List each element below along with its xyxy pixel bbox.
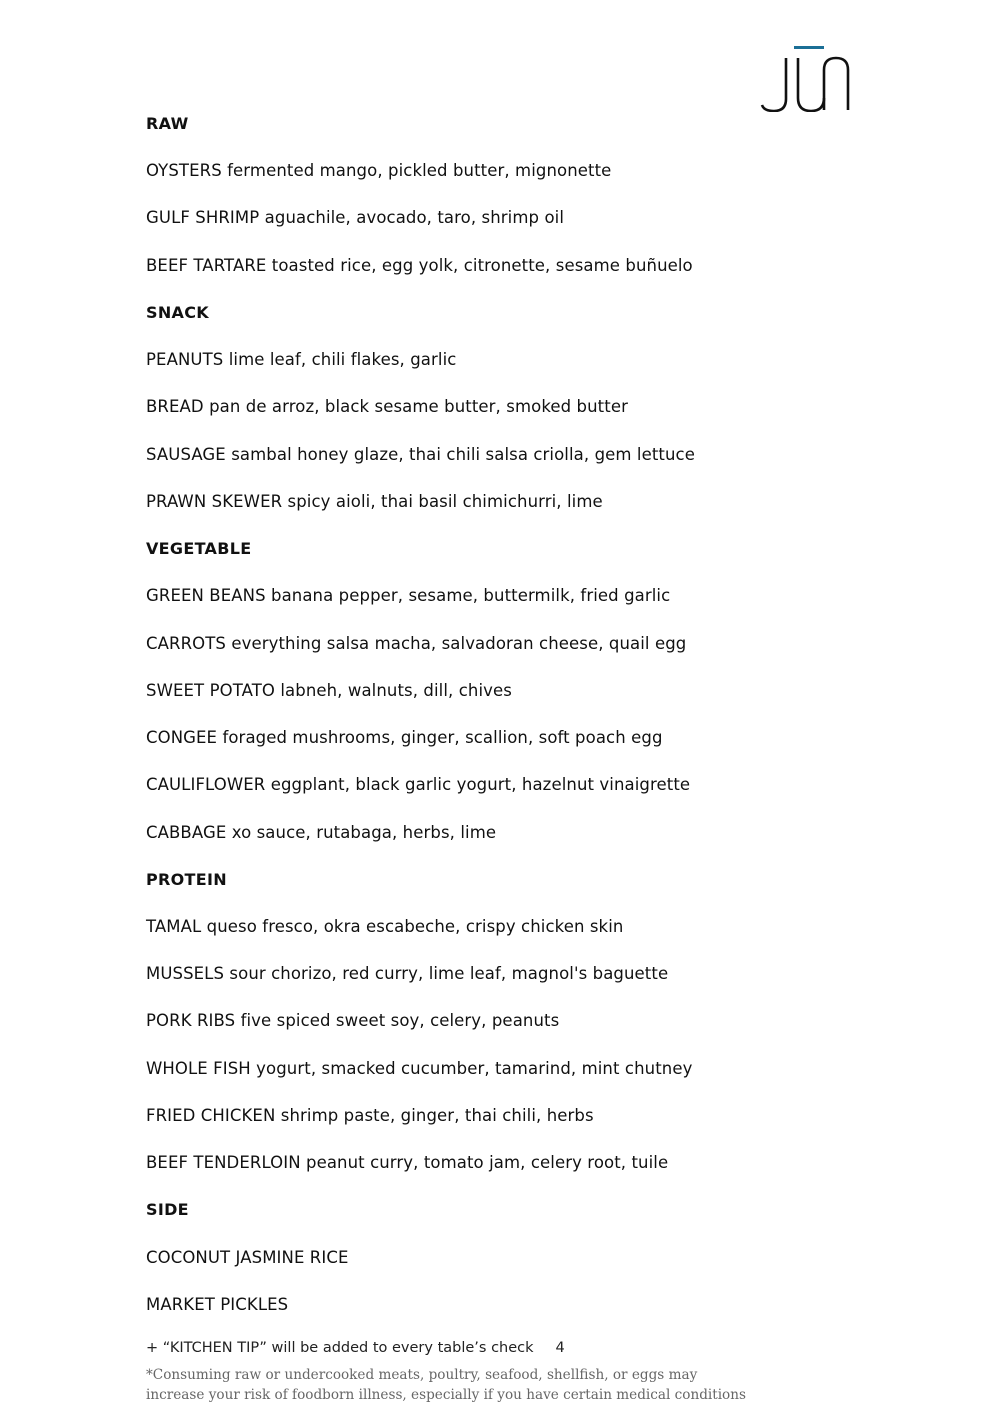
menu-item — [146, 194, 906, 241]
menu-item-description: eggplant, black garlic yogurt, hazelnut vinaigrette — [270, 775, 691, 795]
menu-item-name: WHOLE FISH — [146, 1058, 251, 1078]
menu-item-name: GULF SHRIMP — [146, 208, 260, 228]
section-heading-protein: PROTEIN — [146, 869, 227, 889]
food-safety-disclaimer — [146, 1366, 746, 1405]
section-heading-snack: SNACK — [146, 302, 209, 322]
menu-item — [146, 242, 906, 289]
menu-item-name: CAULIFLOWER — [146, 775, 266, 795]
menu-item — [146, 1045, 906, 1092]
menu-item-description: yogurt, smacked cucumber, tamarind, mint chutney — [256, 1058, 693, 1078]
menu-item-description: aguachile, avocado, taro, shrimp oil — [264, 208, 565, 228]
menu-item-description: xo sauce, rutabaga, herbs, lime — [231, 822, 497, 842]
menu-item-description: labneh, walnuts, dill, chives — [280, 680, 512, 700]
menu-item-description: peanut curry, tomato jam, celery root, tuile — [306, 1153, 669, 1173]
menu-item-name: CARROTS — [146, 633, 226, 653]
menu-item-description: pan de arroz, black sesame butter, smoked butter — [209, 397, 628, 417]
menu-item — [146, 478, 906, 525]
menu-item-description: sambal honey glaze, thai chili salsa criolla, gem lettuce — [231, 444, 695, 464]
menu-item-description: lime leaf, chili flakes, garlic — [228, 350, 457, 370]
menu-item-name: COCONUT JASMINE RICE — [146, 1247, 349, 1267]
menu-item — [146, 431, 906, 478]
section-heading-raw: RAW — [146, 114, 189, 133]
menu-item-description: spicy aioli, thai basil chimichurri, lime — [287, 491, 603, 511]
menu-item-name: CONGEE — [146, 728, 218, 748]
menu-item — [146, 572, 906, 619]
menu-item — [146, 997, 906, 1044]
menu-item — [146, 147, 906, 194]
kitchen-tip-text: + “KITCHEN TIP” will be added to every table’s check — [146, 1340, 534, 1356]
menu-item — [146, 1092, 906, 1139]
menu-item-name: BEEF TARTARE — [146, 255, 267, 275]
page-number: 4 — [555, 1340, 565, 1356]
disclaimer-line-2: increase your risk of foodborn illness, especially if you have certain medical conditions — [146, 1386, 746, 1403]
menu-item-name: SWEET POTATO — [146, 680, 275, 700]
menu-list — [146, 100, 906, 1328]
menu-item-name: PRAWN SKEWER — [146, 491, 283, 511]
menu-item-name: PORK RIBS — [146, 1011, 236, 1031]
menu-item-description: toasted rice, egg yolk, citronette, sesame buñuelo — [271, 255, 693, 275]
menu-item-name: CABBAGE — [146, 822, 227, 842]
menu-item-name: FRIED CHICKEN — [146, 1105, 276, 1125]
kitchen-tip-note — [146, 1340, 565, 1356]
section-heading-vegetable: VEGETABLE — [146, 539, 252, 559]
menu-item — [146, 1139, 906, 1186]
menu-item-description: banana pepper, sesame, buttermilk, fried garlic — [271, 586, 671, 606]
menu-item — [146, 761, 906, 808]
menu-item-description: fermented mango, pickled butter, mignonette — [227, 161, 612, 181]
menu-item — [146, 1234, 906, 1281]
menu-item-name: BREAD — [146, 397, 204, 417]
menu-item-name: MUSSELS — [146, 964, 225, 984]
menu-item — [146, 809, 906, 856]
menu-item-description: shrimp paste, ginger, thai chili, herbs — [280, 1105, 594, 1125]
menu-item-description: five spiced sweet soy, celery, peanuts — [240, 1011, 560, 1031]
menu-item-name: SAUSAGE — [146, 444, 226, 464]
menu-item-description: foraged mushrooms, ginger, scallion, soft poach egg — [222, 728, 663, 748]
menu-item — [146, 714, 906, 761]
menu-item-name: MARKET PICKLES — [146, 1294, 289, 1314]
section-heading-side: SIDE — [146, 1200, 189, 1220]
menu-item — [146, 1281, 906, 1328]
menu-item — [146, 950, 906, 997]
menu-item-name: BEEF TENDERLOIN — [146, 1153, 301, 1173]
menu-item-description: everything salsa macha, salvadoran cheese, quail egg — [231, 633, 687, 653]
menu-item — [146, 667, 906, 714]
menu-item-description: queso fresco, okra escabeche, crispy chicken skin — [206, 916, 624, 936]
disclaimer-line-1: *Consuming raw or undercooked meats, poultry, seafood, shellfish, or eggs may — [146, 1367, 698, 1383]
menu-item-name: OYSTERS — [146, 161, 222, 181]
menu-item — [146, 383, 906, 430]
menu-item-description: sour chorizo, red curry, lime leaf, magnol's baguette — [229, 964, 669, 984]
menu-item-name: GREEN BEANS — [146, 586, 266, 606]
menu-item-name: TAMAL — [146, 916, 202, 936]
menu-item — [146, 903, 906, 950]
menu-item — [146, 336, 906, 383]
menu-item — [146, 620, 906, 667]
menu-item-name: PEANUTS — [146, 350, 224, 370]
